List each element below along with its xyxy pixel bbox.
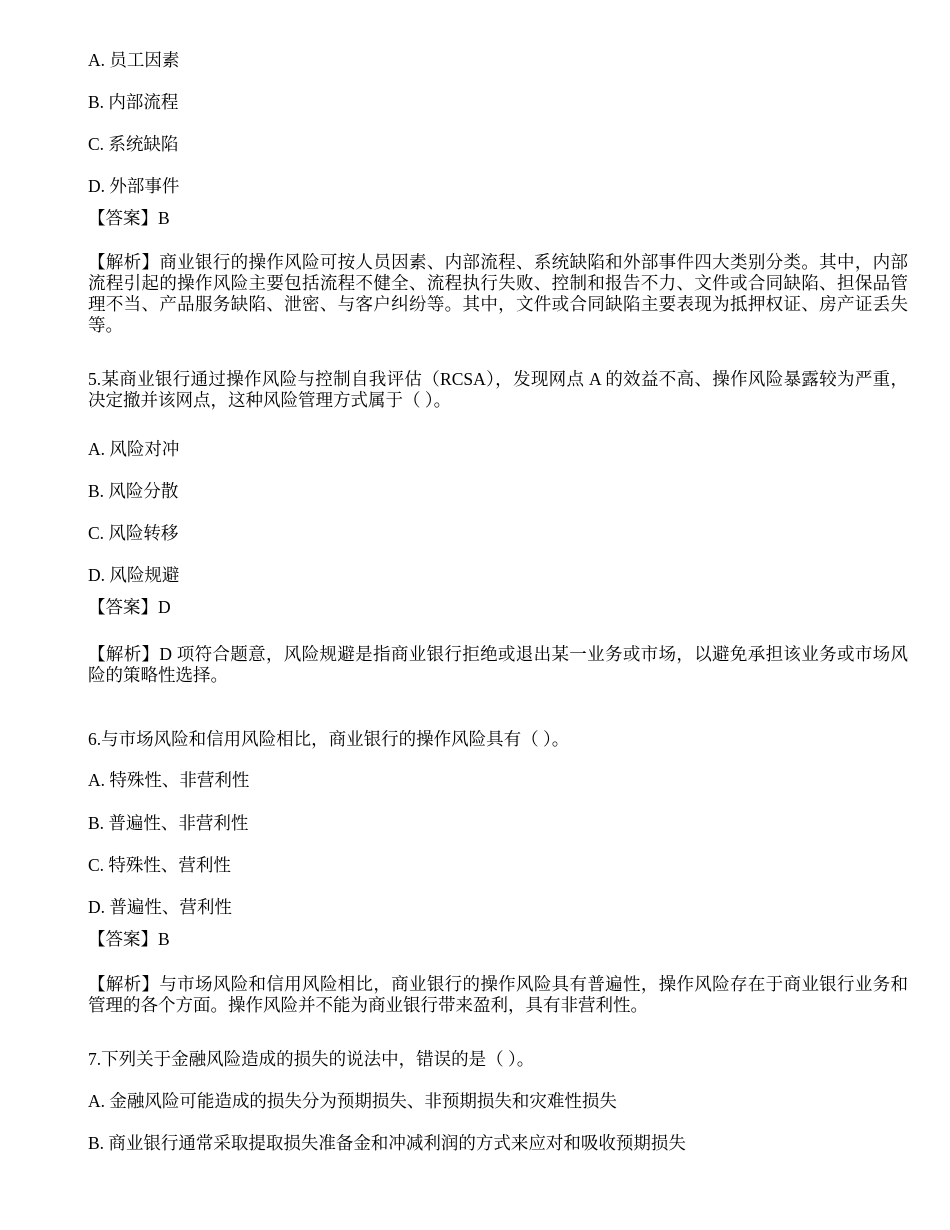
q6-option-b: B. 普遍性、非营利性 — [88, 813, 249, 833]
q6-option-d: D. 普遍性、营利性 — [88, 897, 232, 917]
q6-explanation: 【解析】与市场风险和信用风险相比，商业银行的操作风险具有普遍性，操作风险存在于商业银行业务和管理的各个方面。操作风险并不能为商业银行带来盈利，具有非营利性。 — [88, 974, 908, 1015]
q4-option-c: C. 系统缺陷 — [88, 134, 179, 154]
q6-option-c: C. 特殊性、营利性 — [88, 855, 231, 875]
q6-answer: 【答案】B — [88, 929, 170, 949]
q5-option-d: D. 风险规避 — [88, 565, 180, 585]
q7-question: 7.下列关于金融风险造成的损失的说法中，错误的是（ ）。 — [88, 1049, 535, 1069]
q6-option-a: A. 特殊性、非营利性 — [88, 770, 250, 790]
q4-option-b: B. 内部流程 — [88, 92, 179, 112]
q4-explanation: 【解析】商业银行的操作风险可按人员因素、内部流程、系统缺陷和外部事件四大类别分类。其中，内部流程引起的操作风险主要包括流程不健全、流程执行失败、控制和报告不力、文件或合同缺陷、担保品管理不当、产品服务缺陷、泄密、与客户纠纷等。其中，文件或合同缺陷主要表现为抵押权证、房产证丢失等。 — [88, 252, 908, 335]
q7-option-a: A. 金融风险可能造成的损失分为预期损失、非预期损失和灾难性损失 — [88, 1091, 617, 1111]
q6-question: 6.与市场风险和信用风险相比，商业银行的操作风险具有（ ）。 — [88, 729, 570, 749]
q4-option-a: A. 员工因素 — [88, 50, 180, 70]
q5-answer: 【答案】D — [88, 597, 171, 617]
q5-option-c: C. 风险转移 — [88, 523, 179, 543]
q4-option-d: D. 外部事件 — [88, 176, 180, 196]
q5-option-a: A. 风险对冲 — [88, 439, 180, 459]
q4-answer: 【答案】B — [88, 208, 170, 228]
q5-question: 5.某商业银行通过操作风险与控制自我评估（RCSA），发现网点 A 的效益不高、操作风险暴露较为严重，决定撤并该网点，这种风险管理方式属于（ ）。 — [88, 369, 908, 410]
q7-option-b: B. 商业银行通常采取提取损失准备金和冲减利润的方式来应对和吸收预期损失 — [88, 1133, 686, 1153]
q5-explanation: 【解析】D 项符合题意，风险规避是指商业银行拒绝或退出某一业务或市场，以避免承担该业务或市场风险的策略性选择。 — [88, 644, 908, 685]
q5-option-b: B. 风险分散 — [88, 481, 179, 501]
